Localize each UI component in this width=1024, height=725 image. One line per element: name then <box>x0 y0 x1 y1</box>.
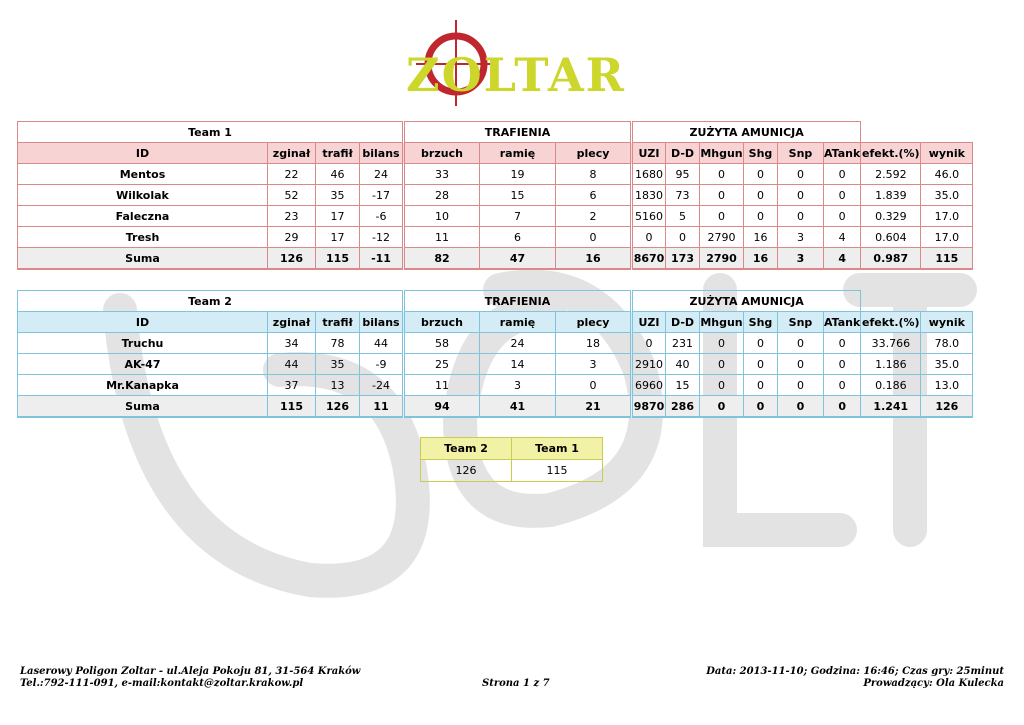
stat-cell: 44 <box>360 333 404 354</box>
column-header: ATank <box>824 143 861 164</box>
stat-cell: 231 <box>666 333 700 354</box>
column-header: ID <box>18 312 268 333</box>
stat-cell: 16 <box>744 248 778 270</box>
stat-cell: 24 <box>480 333 556 354</box>
sum-row <box>18 248 973 270</box>
player-id: Faleczna <box>18 206 268 227</box>
stat-cell: 23 <box>268 206 316 227</box>
column-header: wynik <box>921 143 973 164</box>
team-header: Team 2 <box>18 291 404 312</box>
stat-cell: 78 <box>316 333 360 354</box>
stat-cell: 0.329 <box>861 206 921 227</box>
stat-cell: 17 <box>316 227 360 248</box>
hits-header: TRAFIENIA <box>404 291 632 312</box>
stat-cell: 0 <box>824 333 861 354</box>
column-header: bilans <box>360 143 404 164</box>
stat-cell: 78.0 <box>921 333 973 354</box>
column-header: zginał <box>268 143 316 164</box>
stat-cell: 24 <box>360 164 404 185</box>
column-header: trafił <box>316 143 360 164</box>
stat-cell: 1.839 <box>861 185 921 206</box>
stat-cell: 8 <box>556 164 632 185</box>
stat-cell: 52 <box>268 185 316 206</box>
column-header: UZI <box>632 143 666 164</box>
stat-cell: 8670 <box>632 248 666 270</box>
stat-cell: -17 <box>360 185 404 206</box>
score-header: Team 2 <box>421 438 512 460</box>
column-header: Snp <box>778 143 824 164</box>
stat-cell: 47 <box>480 248 556 270</box>
stat-cell: 0 <box>824 396 861 418</box>
column-header: ATank <box>824 312 861 333</box>
stat-cell: 1.241 <box>861 396 921 418</box>
stat-cell: 173 <box>666 248 700 270</box>
stat-cell: 0 <box>824 206 861 227</box>
stat-cell: 6960 <box>632 375 666 396</box>
stat-cell: 16 <box>556 248 632 270</box>
stat-cell: 0 <box>700 354 744 375</box>
stat-cell: 3 <box>480 375 556 396</box>
stat-cell: 19 <box>480 164 556 185</box>
stat-cell: 0.186 <box>861 375 921 396</box>
stat-cell: 15 <box>666 375 700 396</box>
column-header: brzuch <box>404 143 480 164</box>
stat-cell: 0 <box>744 164 778 185</box>
stat-cell: 22 <box>268 164 316 185</box>
stat-cell: 95 <box>666 164 700 185</box>
stat-cell: -9 <box>360 354 404 375</box>
stat-cell: 35.0 <box>921 354 973 375</box>
stat-cell: 28 <box>404 185 480 206</box>
column-header: brzuch <box>404 312 480 333</box>
stat-cell: 2 <box>556 206 632 227</box>
stat-cell: 25 <box>404 354 480 375</box>
column-header: efekt.(%) <box>861 143 921 164</box>
column-header: wynik <box>921 312 973 333</box>
stat-cell: 0 <box>744 185 778 206</box>
stat-cell: 16 <box>744 227 778 248</box>
column-header: trafił <box>316 312 360 333</box>
footer-contact: Tel.:792-111-091, e-mail:kontakt@zoltar.krakow.pl <box>20 678 304 689</box>
zoltar-logo <box>400 18 626 108</box>
stat-cell: 1.186 <box>861 354 921 375</box>
stat-cell: 17.0 <box>921 206 973 227</box>
player-id: Wilkolak <box>18 185 268 206</box>
player-id: Mentos <box>18 164 268 185</box>
stat-cell: 0 <box>632 227 666 248</box>
table-row <box>18 164 973 185</box>
stat-cell: 126 <box>921 396 973 418</box>
stat-cell: 6 <box>556 185 632 206</box>
table-row <box>18 206 973 227</box>
hits-header: TRAFIENIA <box>404 122 632 143</box>
ammo-header: ZUŻYTA AMUNICJA <box>632 291 861 312</box>
column-header: ramię <box>480 143 556 164</box>
column-header: Mhgun <box>700 143 744 164</box>
stat-cell: 29 <box>268 227 316 248</box>
column-header-row <box>18 143 973 164</box>
stat-cell: 18 <box>556 333 632 354</box>
stat-cell: 115 <box>921 248 973 270</box>
stat-cell: 0 <box>700 206 744 227</box>
column-header: Shg <box>744 143 778 164</box>
stat-cell: 17.0 <box>921 227 973 248</box>
stat-cell: 0 <box>666 227 700 248</box>
column-header: D-D <box>666 312 700 333</box>
stat-cell: 35 <box>316 185 360 206</box>
column-header-row <box>18 312 973 333</box>
stat-cell: 7 <box>480 206 556 227</box>
stat-cell: 13 <box>316 375 360 396</box>
stat-cell: -6 <box>360 206 404 227</box>
stat-cell: 44 <box>268 354 316 375</box>
stat-cell: 33 <box>404 164 480 185</box>
stat-cell: 35.0 <box>921 185 973 206</box>
stat-cell: 0 <box>700 375 744 396</box>
stat-cell: 0.987 <box>861 248 921 270</box>
footer-date: Data: 2013-11-10; Godzina: 16:46; Czas gry: 25minut <box>706 666 1004 677</box>
table-row <box>18 185 973 206</box>
table-group-header <box>18 122 973 143</box>
stat-cell: 41 <box>480 396 556 418</box>
stat-cell: 46 <box>316 164 360 185</box>
stat-cell: 3 <box>556 354 632 375</box>
column-header: plecy <box>556 143 632 164</box>
stat-cell: 3 <box>778 248 824 270</box>
stat-cell: 3 <box>778 227 824 248</box>
column-header: ID <box>18 143 268 164</box>
stat-cell: 0 <box>556 227 632 248</box>
stat-cell: 0 <box>700 396 744 418</box>
sum-row <box>18 396 973 418</box>
stat-cell: 46.0 <box>921 164 973 185</box>
column-header: UZI <box>632 312 666 333</box>
stat-cell: 0 <box>824 375 861 396</box>
stat-cell: 115 <box>268 396 316 418</box>
stat-cell: 10 <box>404 206 480 227</box>
stat-cell: 115 <box>316 248 360 270</box>
stat-cell: 0 <box>778 185 824 206</box>
stat-cell: 34 <box>268 333 316 354</box>
stat-cell: 126 <box>316 396 360 418</box>
stat-cell: 0 <box>700 185 744 206</box>
stat-cell: 2910 <box>632 354 666 375</box>
column-header: bilans <box>360 312 404 333</box>
table-group-header <box>18 291 973 312</box>
stat-cell: 2.592 <box>861 164 921 185</box>
column-header: Snp <box>778 312 824 333</box>
player-id: Mr.Kanapka <box>18 375 268 396</box>
stat-cell: -12 <box>360 227 404 248</box>
footer-right <box>706 666 1004 690</box>
stat-cell: 15 <box>480 185 556 206</box>
player-id: Suma <box>18 396 268 418</box>
stat-cell: 11 <box>360 396 404 418</box>
ammo-header: ZUŻYTA AMUNICJA <box>632 122 861 143</box>
stat-cell: 0 <box>744 206 778 227</box>
stat-cell: 1680 <box>632 164 666 185</box>
stat-cell: 0 <box>824 354 861 375</box>
column-header: zginał <box>268 312 316 333</box>
stat-cell: 0 <box>700 164 744 185</box>
stat-cell: 0.604 <box>861 227 921 248</box>
stat-cell: 0 <box>744 354 778 375</box>
team2-table <box>17 290 973 418</box>
stat-cell: 0 <box>824 164 861 185</box>
stat-cell: 13.0 <box>921 375 973 396</box>
stat-cell: 0 <box>778 354 824 375</box>
column-header: efekt.(%) <box>861 312 921 333</box>
player-id: Suma <box>18 248 268 270</box>
stat-cell: 126 <box>268 248 316 270</box>
stat-cell: 0 <box>632 333 666 354</box>
stat-cell: 33.766 <box>861 333 921 354</box>
stat-cell: 73 <box>666 185 700 206</box>
stat-cell: 0 <box>778 164 824 185</box>
team-header: Team 1 <box>18 122 404 143</box>
stat-cell: 2790 <box>700 227 744 248</box>
score-header: Team 1 <box>512 438 603 460</box>
stat-cell: -11 <box>360 248 404 270</box>
table-row <box>18 375 973 396</box>
column-header: D-D <box>666 143 700 164</box>
player-id: AK-47 <box>18 354 268 375</box>
score-value: 115 <box>512 460 603 482</box>
stat-cell: 5160 <box>632 206 666 227</box>
column-header: Mhgun <box>700 312 744 333</box>
stat-cell: 0 <box>744 333 778 354</box>
stat-cell: 11 <box>404 227 480 248</box>
stat-cell: 0 <box>778 333 824 354</box>
player-id: Truchu <box>18 333 268 354</box>
stat-cell: 4 <box>824 248 861 270</box>
score-value: 126 <box>421 460 512 482</box>
column-header: Shg <box>744 312 778 333</box>
logo-text: ZOLTAR <box>406 48 626 102</box>
column-header: plecy <box>556 312 632 333</box>
stat-cell: 35 <box>316 354 360 375</box>
team1-table <box>17 121 973 270</box>
stat-cell: 40 <box>666 354 700 375</box>
stat-cell: 2790 <box>700 248 744 270</box>
player-id: Tresh <box>18 227 268 248</box>
stat-cell: 11 <box>404 375 480 396</box>
footer-left <box>20 666 360 690</box>
stat-cell: 0 <box>778 396 824 418</box>
final-score-table <box>420 437 603 482</box>
table-row <box>18 227 973 248</box>
stat-cell: 21 <box>556 396 632 418</box>
stat-cell: 5 <box>666 206 700 227</box>
stat-cell: 17 <box>316 206 360 227</box>
stat-cell: 0 <box>778 375 824 396</box>
stat-cell: 0 <box>556 375 632 396</box>
stat-cell: 1830 <box>632 185 666 206</box>
stat-cell: 0 <box>700 333 744 354</box>
stat-cell: 0 <box>744 396 778 418</box>
footer-address: Laserowy Poligon Zoltar - ul.Aleja Pokoju 81, 31-564 Kraków <box>20 666 361 677</box>
stat-cell: 286 <box>666 396 700 418</box>
footer-host: Prowadzący: Ola Kulecka <box>863 678 1004 689</box>
stat-cell: 82 <box>404 248 480 270</box>
stat-cell: 14 <box>480 354 556 375</box>
stat-cell: 4 <box>824 227 861 248</box>
table-row <box>18 333 973 354</box>
stat-cell: 94 <box>404 396 480 418</box>
stat-cell: 0 <box>824 185 861 206</box>
table-row <box>18 354 973 375</box>
stat-cell: 0 <box>744 375 778 396</box>
stat-cell: -24 <box>360 375 404 396</box>
page-number: Strona 1 z 7 <box>482 678 550 689</box>
column-header: ramię <box>480 312 556 333</box>
stat-cell: 37 <box>268 375 316 396</box>
stat-cell: 6 <box>480 227 556 248</box>
stat-cell: 9870 <box>632 396 666 418</box>
stat-cell: 58 <box>404 333 480 354</box>
stat-cell: 0 <box>778 206 824 227</box>
